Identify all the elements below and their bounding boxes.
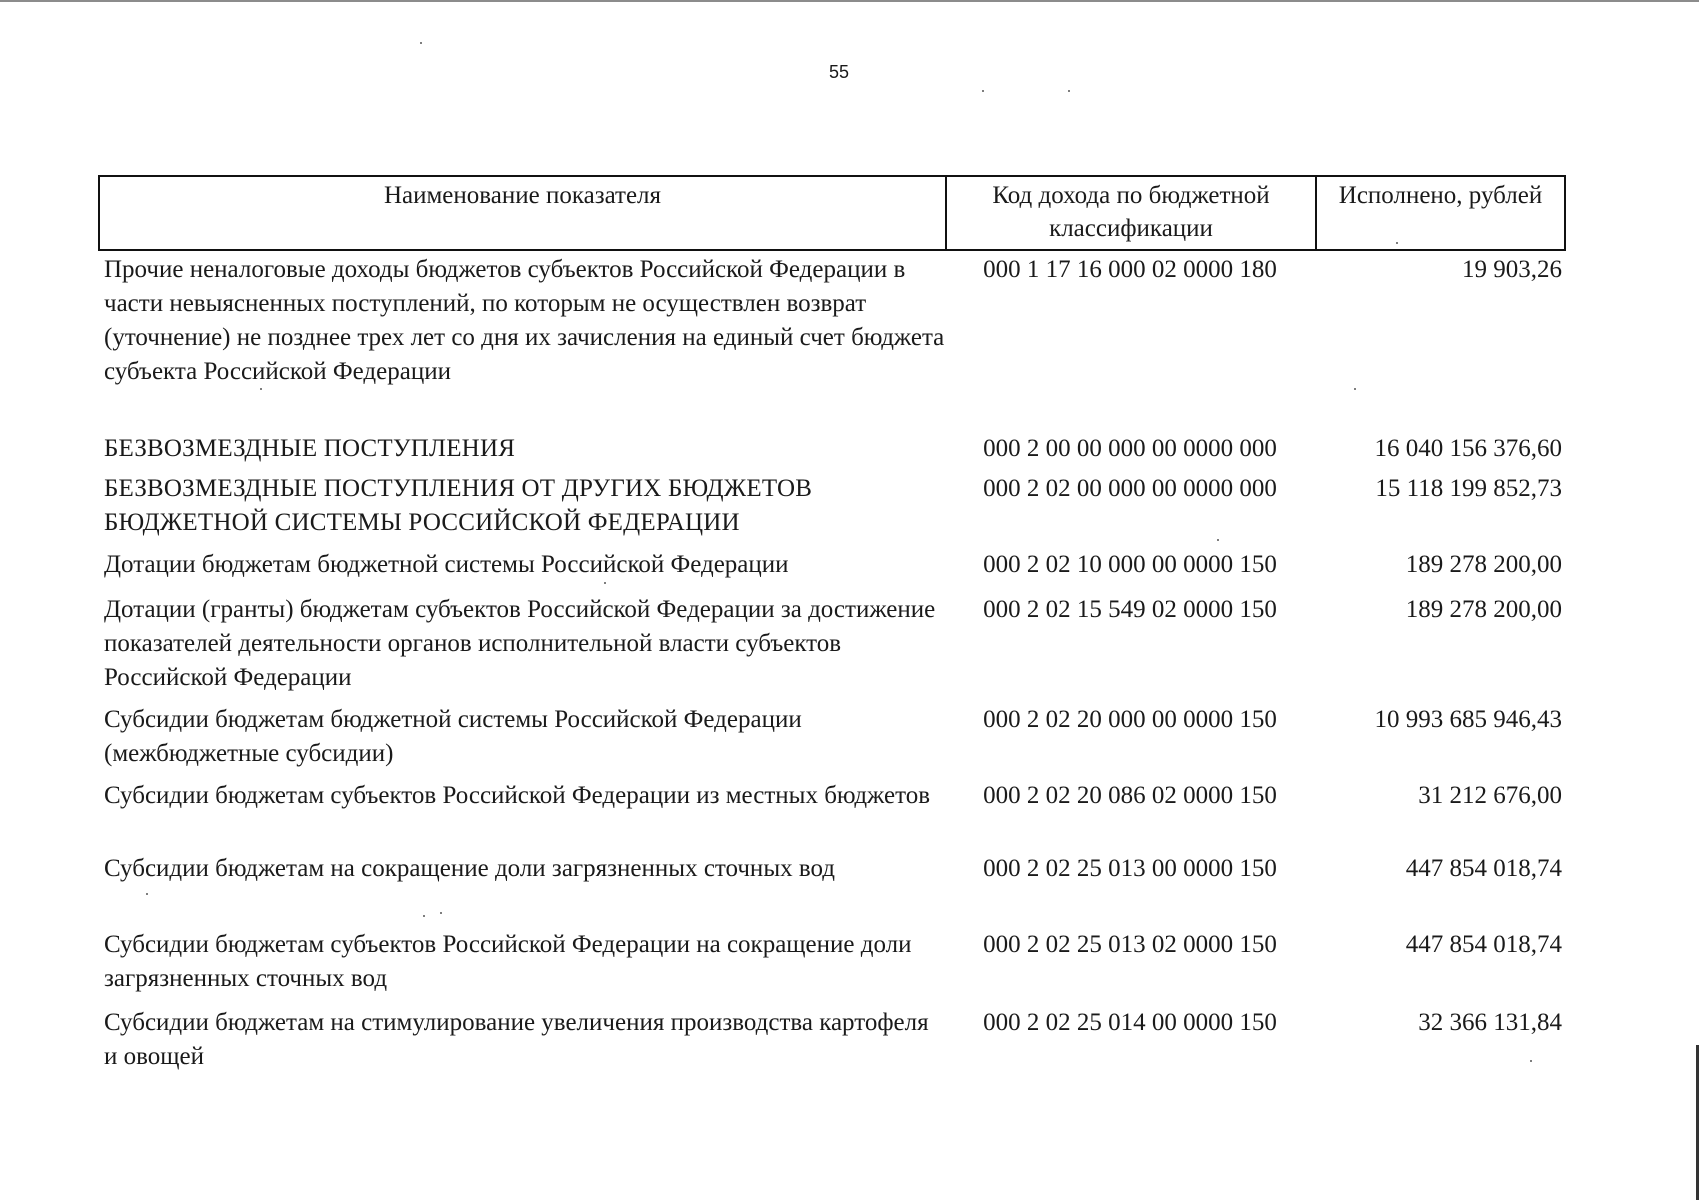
row-code: 000 2 02 10 000 00 0000 150 xyxy=(983,551,1277,578)
row-name: БЕЗВОЗМЕЗДНЫЕ ПОСТУПЛЕНИЯ ОТ ДРУГИХ БЮДЖЕТОВ БЮДЖЕТНОЙ СИСТЕМЫ РОССИЙСКОЙ ФЕДЕРАЦИИ xyxy=(104,475,813,536)
scan-speck xyxy=(423,915,425,917)
row-amount: 15 118 199 852,73 xyxy=(1375,475,1562,502)
row-amount: 19 903,26 xyxy=(1462,256,1562,283)
row-amount: 16 040 156 376,60 xyxy=(1374,435,1562,462)
row-name: БЕЗВОЗМЕЗДНЫЕ ПОСТУПЛЕНИЯ xyxy=(104,435,516,462)
scan-speck xyxy=(440,912,442,914)
row-code: 000 2 02 25 013 02 0000 150 xyxy=(983,931,1277,958)
scan-speck xyxy=(982,90,984,92)
row-name: Дотации (гранты) бюджетам субъектов Российской Федерации за достижение показателей деятельности органов исполнительной власти субъектов Российской Федерации xyxy=(104,596,936,691)
table-row xyxy=(98,703,1566,771)
table-row xyxy=(98,852,1566,886)
row-code: 000 2 02 25 013 00 0000 150 xyxy=(983,855,1277,882)
table-row xyxy=(98,253,1566,389)
row-name: Субсидии бюджетам на стимулирование увеличения производства картофеля и овощей xyxy=(104,1009,929,1070)
row-name: Субсидии бюджетам субъектов Российской Федерации на сокращение доли загрязненных сточных вод xyxy=(104,931,912,992)
row-code: 000 2 02 15 549 02 0000 150 xyxy=(983,596,1277,623)
scan-speck xyxy=(146,893,148,895)
row-code: 000 1 17 16 000 02 0000 180 xyxy=(983,256,1277,283)
row-code: 000 2 02 20 000 00 0000 150 xyxy=(983,706,1277,733)
row-amount: 10 993 685 946,43 xyxy=(1374,706,1562,733)
row-code: 000 2 02 00 000 00 0000 000 xyxy=(983,475,1277,502)
row-code: 000 2 02 25 014 00 0000 150 xyxy=(983,1009,1277,1036)
header-code: Код дохода по бюджетной классификации xyxy=(947,177,1317,249)
row-code: 000 2 00 00 000 00 0000 000 xyxy=(983,435,1277,462)
header-name: Наименование показателя xyxy=(100,177,947,249)
table-header xyxy=(98,175,1566,251)
row-amount: 189 278 200,00 xyxy=(1405,551,1562,578)
row-code: 000 2 02 20 086 02 0000 150 xyxy=(983,782,1277,809)
header-amount: Исполнено, рублей xyxy=(1338,182,1543,209)
row-amount: 447 854 018,74 xyxy=(1405,931,1562,958)
row-name: Прочие неналоговые доходы бюджетов субъектов Российской Федерации в части невыясненных поступлений, по которым не осуществлен возврат (уточнение) не позднее трех лет со дня их зачисления на единый счет бюджета субъекта Российской Федерации xyxy=(104,256,945,385)
table-row xyxy=(98,472,1566,540)
scan-speck xyxy=(1068,90,1070,92)
row-amount: 189 278 200,00 xyxy=(1405,596,1562,623)
table-row xyxy=(98,548,1566,582)
row-amount: 31 212 676,00 xyxy=(1418,782,1562,809)
row-amount: 447 854 018,74 xyxy=(1405,855,1562,882)
table-row xyxy=(98,928,1566,996)
row-amount: 32 366 131,84 xyxy=(1418,1009,1562,1036)
row-name: Дотации бюджетам бюджетной системы Российской Федерации xyxy=(104,551,789,578)
scan-top-edge xyxy=(0,0,1699,2)
table-row xyxy=(98,593,1566,695)
table-row xyxy=(98,432,1566,466)
table-row xyxy=(98,779,1566,813)
page-number: 55 xyxy=(829,62,850,82)
scan-speck xyxy=(604,582,606,584)
row-name: Субсидии бюджетам бюджетной системы Российской Федерации (межбюджетные субсидии) xyxy=(104,706,802,767)
row-name: Субсидии бюджетам субъектов Российской Федерации из местных бюджетов xyxy=(104,782,931,809)
scan-speck xyxy=(420,42,422,44)
table-row xyxy=(98,1006,1566,1074)
row-name: Субсидии бюджетам на сокращение доли загрязненных сточных вод xyxy=(104,855,835,882)
